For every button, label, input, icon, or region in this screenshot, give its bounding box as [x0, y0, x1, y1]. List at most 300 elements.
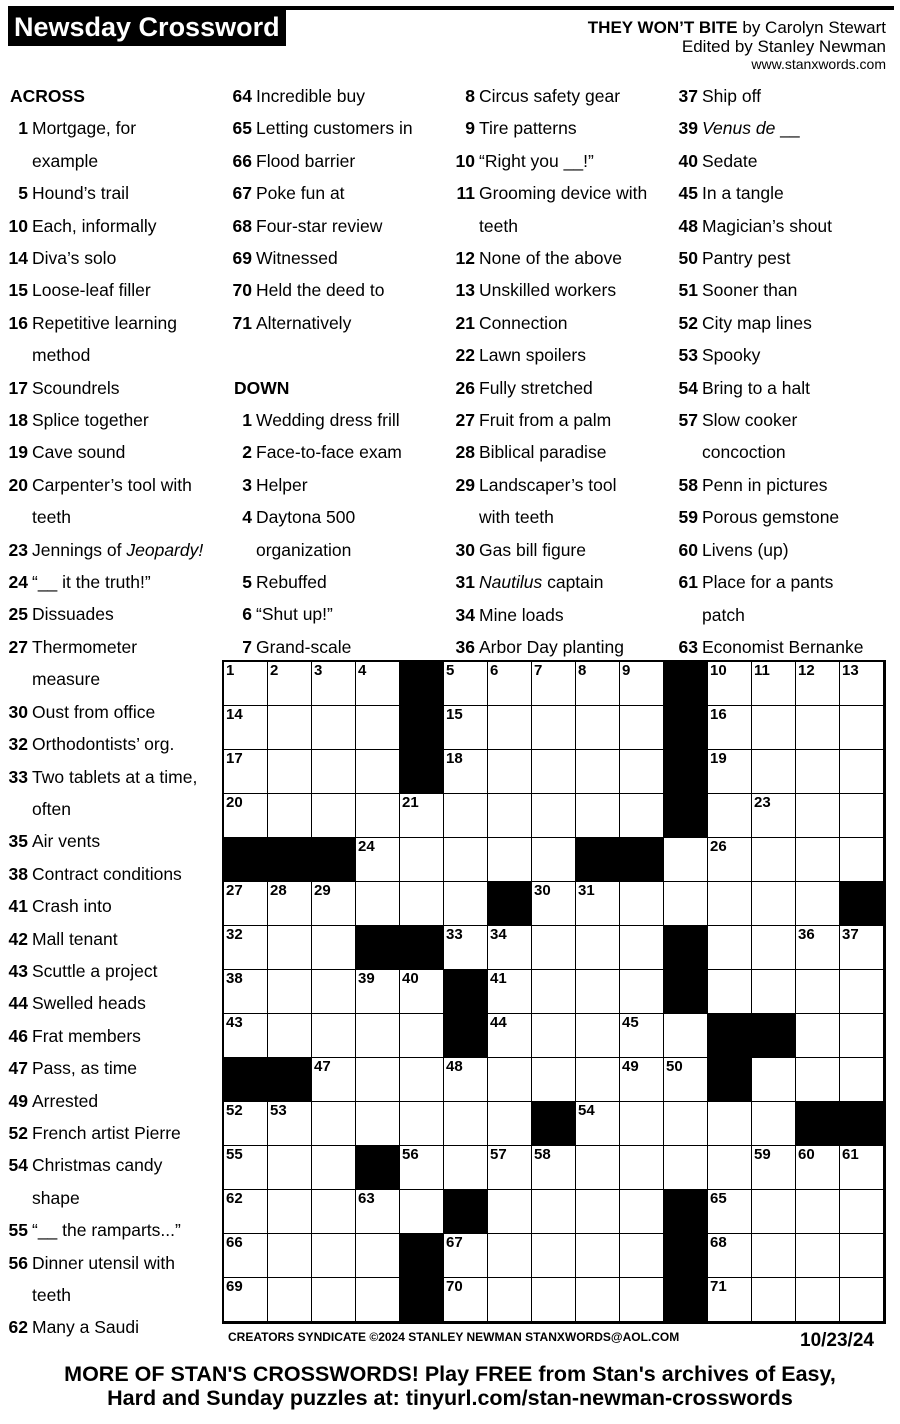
grid-cell[interactable] [708, 750, 752, 794]
grid-cell[interactable] [708, 1278, 752, 1322]
grid-cell[interactable] [708, 662, 752, 706]
grid-cell[interactable] [268, 1278, 312, 1322]
grid-cell[interactable] [312, 1058, 356, 1102]
grid-cell[interactable] [620, 1014, 664, 1058]
grid-cell[interactable] [488, 750, 532, 794]
clue-row [674, 177, 896, 209]
grid-cell[interactable] [400, 970, 444, 1014]
grid-cell[interactable] [356, 1190, 400, 1234]
across-clue-list [4, 112, 219, 1343]
grid-cell[interactable] [312, 750, 356, 794]
clue-row [674, 339, 896, 371]
cell-number: 27 [226, 882, 243, 899]
grid-black-square [664, 926, 708, 970]
grid-cell[interactable] [224, 794, 268, 838]
clue-row [451, 404, 673, 436]
grid-cell[interactable] [664, 1014, 708, 1058]
clue-text: Pantry pest [702, 248, 791, 269]
clue-text: Incredible buy [256, 86, 365, 106]
cell-number: 38 [226, 970, 243, 987]
grid-cell[interactable] [356, 882, 400, 926]
grid-cell[interactable] [576, 794, 620, 838]
grid-cell[interactable] [356, 706, 400, 750]
clue-row [4, 1247, 219, 1279]
clue-number: 53 [678, 345, 698, 366]
grid-cell[interactable] [312, 706, 356, 750]
grid-cell[interactable] [356, 1278, 400, 1322]
clue-row [228, 307, 450, 339]
clue-text: Circus safety gear [479, 86, 621, 106]
grid-cell[interactable] [268, 1146, 312, 1190]
down-clue-list-continued-2 [674, 80, 896, 663]
clue-text: shape [32, 1187, 80, 1208]
grid-cell[interactable] [840, 970, 884, 1014]
grid-cell[interactable] [532, 1278, 576, 1322]
grid-cell[interactable] [268, 1234, 312, 1278]
clue-text: organization [256, 539, 352, 560]
grid-cell[interactable] [488, 1278, 532, 1322]
grid-cell[interactable] [268, 926, 312, 970]
grid-cell[interactable] [620, 1146, 664, 1190]
grid-cell[interactable] [840, 838, 884, 882]
puzzle-date: 10/23/24 [800, 1330, 874, 1351]
grid-cell[interactable] [576, 970, 620, 1014]
grid-cell[interactable] [840, 1058, 884, 1102]
grid-cell[interactable] [840, 794, 884, 838]
grid-cell[interactable] [312, 794, 356, 838]
clue-row [228, 534, 450, 566]
grid-cell[interactable] [444, 794, 488, 838]
grid-cell[interactable] [620, 750, 664, 794]
grid-cell[interactable] [444, 838, 488, 882]
grid-cell[interactable] [620, 662, 664, 706]
cell-number: 66 [226, 1234, 243, 1251]
grid-cell[interactable] [708, 1190, 752, 1234]
grid-cell[interactable] [708, 838, 752, 882]
grid-cell[interactable] [224, 1146, 268, 1190]
grid-cell[interactable] [576, 662, 620, 706]
grid-cell[interactable] [400, 838, 444, 882]
grid-cell[interactable] [708, 1146, 752, 1190]
grid-cell[interactable] [840, 1146, 884, 1190]
clue-row [4, 1052, 219, 1084]
grid-cell[interactable] [752, 1058, 796, 1102]
clue-row [451, 501, 673, 533]
grid-cell[interactable] [576, 1102, 620, 1146]
grid-cell[interactable] [576, 882, 620, 926]
grid-cell[interactable] [752, 1278, 796, 1322]
grid-cell[interactable] [796, 750, 840, 794]
grid-cell[interactable] [796, 1146, 840, 1190]
clue-text-rest: __ [775, 118, 800, 139]
grid-cell[interactable] [532, 926, 576, 970]
clue-row [674, 210, 896, 242]
clue-text: Landscaper’s tool [479, 474, 617, 495]
grid-cell[interactable] [356, 1234, 400, 1278]
down-clue-list [228, 404, 450, 663]
grid-cell[interactable] [664, 1102, 708, 1146]
grid-cell[interactable] [840, 1278, 884, 1322]
grid-cell[interactable] [224, 706, 268, 750]
grid-cell[interactable] [268, 882, 312, 926]
clue-text: Arrested [32, 1090, 99, 1111]
clue-text: Pass, as time [32, 1058, 138, 1079]
grid-cell[interactable] [532, 706, 576, 750]
clue-number: 50 [678, 248, 698, 269]
grid-cell[interactable] [444, 662, 488, 706]
grid-cell[interactable] [488, 1234, 532, 1278]
grid-cell[interactable] [708, 1102, 752, 1146]
grid-cell[interactable] [752, 926, 796, 970]
grid-cell[interactable] [532, 838, 576, 882]
grid-cell[interactable] [444, 706, 488, 750]
grid-cell[interactable] [268, 662, 312, 706]
clue-row [4, 1117, 219, 1149]
grid-cell[interactable] [752, 662, 796, 706]
grid-cell[interactable] [488, 1146, 532, 1190]
clue-text: Mall tenant [32, 928, 118, 949]
grid-cell[interactable] [488, 1102, 532, 1146]
grid-cell[interactable] [268, 794, 312, 838]
grid-cell[interactable] [752, 838, 796, 882]
clue-text: Arbor Day planting [479, 636, 624, 657]
clue-text: Oust from office [32, 701, 156, 722]
grid-cell[interactable] [576, 1058, 620, 1102]
clue-text: Orthodontists’ org. [32, 734, 175, 755]
clue-number: 68 [232, 215, 252, 236]
grid-cell[interactable] [356, 838, 400, 882]
grid-cell[interactable] [708, 882, 752, 926]
grid-black-square [400, 926, 444, 970]
clue-text: Splice together [32, 410, 149, 431]
grid-cell[interactable] [576, 1278, 620, 1322]
cell-number: 3 [314, 662, 323, 679]
promo-banner [0, 1362, 900, 1410]
grid-cell[interactable] [444, 1058, 488, 1102]
grid-cell[interactable] [400, 794, 444, 838]
grid-cell[interactable] [444, 1146, 488, 1190]
grid-cell[interactable] [796, 706, 840, 750]
grid-cell[interactable] [620, 794, 664, 838]
clue-number: 1 [242, 410, 252, 431]
grid-cell[interactable] [620, 706, 664, 750]
grid-cell[interactable] [312, 926, 356, 970]
clue-number [4, 501, 28, 533]
cell-number: 56 [402, 1146, 419, 1163]
clue-number: 59 [678, 507, 698, 528]
grid-cell[interactable] [312, 662, 356, 706]
grid-cell[interactable] [620, 1234, 664, 1278]
grid-cell[interactable] [664, 838, 708, 882]
clue-number: 66 [232, 150, 252, 171]
cell-number: 17 [226, 750, 243, 767]
grid-cell[interactable] [796, 1234, 840, 1278]
clue-row [451, 436, 673, 468]
clue-row [4, 761, 219, 793]
grid-cell[interactable] [752, 706, 796, 750]
cell-number: 29 [314, 882, 331, 899]
clue-number: 13 [455, 280, 475, 301]
cell-number: 32 [226, 926, 243, 943]
clue-number: 67 [232, 183, 252, 204]
grid-cell[interactable] [224, 1278, 268, 1322]
grid-cell[interactable] [268, 1190, 312, 1234]
grid-black-square [444, 1014, 488, 1058]
title-block [588, 18, 886, 72]
clue-text: Contract conditions [32, 863, 182, 884]
grid-cell[interactable] [620, 926, 664, 970]
grid-cell[interactable] [400, 1102, 444, 1146]
grid-cell[interactable] [532, 750, 576, 794]
clue-text-rest: captain [542, 572, 604, 593]
cell-number: 45 [622, 1014, 639, 1031]
grid-cell[interactable] [796, 1058, 840, 1102]
grid-cell[interactable] [576, 926, 620, 970]
grid-cell[interactable] [356, 1014, 400, 1058]
grid-cell[interactable] [532, 882, 576, 926]
grid-cell[interactable] [400, 882, 444, 926]
grid-black-square [268, 838, 312, 882]
grid-cell[interactable] [488, 926, 532, 970]
grid-cell[interactable] [752, 1190, 796, 1234]
grid-cell[interactable] [752, 750, 796, 794]
grid-cell[interactable] [444, 882, 488, 926]
grid-cell[interactable] [840, 1234, 884, 1278]
grid-cell[interactable] [312, 1102, 356, 1146]
grid-cell[interactable] [312, 1234, 356, 1278]
grid-cell[interactable] [444, 1234, 488, 1278]
grid-cell[interactable] [576, 1234, 620, 1278]
grid-cell[interactable] [268, 970, 312, 1014]
grid-cell[interactable] [400, 1190, 444, 1234]
grid-cell[interactable] [532, 662, 576, 706]
grid-cell[interactable] [224, 1190, 268, 1234]
grid-cell[interactable] [488, 706, 532, 750]
grid-cell[interactable] [224, 926, 268, 970]
grid-cell[interactable] [444, 926, 488, 970]
grid-cell[interactable] [444, 1278, 488, 1322]
grid-cell[interactable] [576, 1014, 620, 1058]
grid-cell[interactable] [576, 1146, 620, 1190]
grid-cell[interactable] [444, 750, 488, 794]
clue-row [228, 145, 450, 177]
cell-number: 43 [226, 1014, 243, 1031]
grid-black-square [356, 1146, 400, 1190]
grid-cell[interactable] [224, 1014, 268, 1058]
clue-number: 34 [455, 604, 475, 625]
grid-cell[interactable] [708, 706, 752, 750]
grid-cell[interactable] [268, 706, 312, 750]
cell-number: 52 [226, 1102, 243, 1119]
grid-cell[interactable] [840, 706, 884, 750]
clue-text: Poke fun at [256, 183, 345, 204]
grid-cell[interactable] [796, 1278, 840, 1322]
grid-cell[interactable] [840, 926, 884, 970]
grid-cell[interactable] [752, 970, 796, 1014]
grid-cell[interactable] [444, 1102, 488, 1146]
grid-cell[interactable] [708, 970, 752, 1014]
clue-number: 63 [678, 636, 698, 657]
clue-row [228, 274, 450, 306]
grid-black-square [356, 926, 400, 970]
cell-number: 12 [798, 662, 815, 679]
grid-cell[interactable] [840, 662, 884, 706]
grid-cell[interactable] [356, 1058, 400, 1102]
grid-cell[interactable] [664, 882, 708, 926]
clue-row [4, 955, 219, 987]
cell-number: 4 [358, 662, 367, 679]
grid-cell[interactable] [532, 1058, 576, 1102]
clue-row [451, 112, 673, 144]
grid-cell[interactable] [840, 750, 884, 794]
grid-cell[interactable] [356, 1102, 400, 1146]
grid-cell[interactable] [752, 1234, 796, 1278]
grid-cell[interactable] [268, 1102, 312, 1146]
grid-cell[interactable] [796, 882, 840, 926]
grid-cell[interactable] [268, 1014, 312, 1058]
clue-text: Witnessed [256, 248, 338, 269]
grid-cell[interactable] [312, 1190, 356, 1234]
grid-cell[interactable] [752, 1146, 796, 1190]
grid-cell[interactable] [752, 1102, 796, 1146]
grid-cell[interactable] [224, 1102, 268, 1146]
grid-cell[interactable] [532, 1014, 576, 1058]
clue-row [674, 436, 896, 468]
grid-cell[interactable] [224, 750, 268, 794]
clue-number: 30 [8, 701, 28, 722]
grid-cell[interactable] [488, 970, 532, 1014]
grid-cell[interactable] [400, 1014, 444, 1058]
clue-row [4, 987, 219, 1019]
grid-cell[interactable] [356, 750, 400, 794]
clue-number: 22 [455, 345, 475, 366]
clue-row [4, 663, 219, 695]
grid-cell[interactable] [400, 1146, 444, 1190]
grid-cell[interactable] [488, 662, 532, 706]
grid-cell[interactable] [488, 1014, 532, 1058]
clue-text: Slow cooker [702, 410, 798, 431]
puzzle-title: THEY WON’T BITE [587, 18, 738, 37]
clue-number [674, 599, 698, 631]
clue-row [228, 631, 450, 663]
grid-cell[interactable] [620, 1278, 664, 1322]
cell-number: 37 [842, 926, 859, 943]
grid-cell[interactable] [664, 1146, 708, 1190]
grid-cell[interactable] [532, 970, 576, 1014]
grid-cell[interactable] [532, 1146, 576, 1190]
grid-cell[interactable] [576, 706, 620, 750]
cell-number: 19 [710, 750, 727, 767]
grid-cell[interactable] [312, 1278, 356, 1322]
grid-cell[interactable] [224, 970, 268, 1014]
grid-cell[interactable] [400, 1058, 444, 1102]
cell-number: 36 [798, 926, 815, 943]
grid-cell[interactable] [312, 970, 356, 1014]
clue-row [228, 404, 450, 436]
grid-cell[interactable] [708, 794, 752, 838]
grid-cell[interactable] [356, 970, 400, 1014]
grid-cell[interactable] [312, 882, 356, 926]
grid-cell[interactable] [356, 794, 400, 838]
grid-cell[interactable] [796, 926, 840, 970]
clue-number: 3 [242, 474, 252, 495]
clue-text: with teeth [479, 507, 554, 528]
grid-cell[interactable] [268, 750, 312, 794]
grid-cell[interactable] [664, 1058, 708, 1102]
clue-number: 26 [455, 377, 475, 398]
clue-number: 46 [8, 1025, 28, 1046]
clue-number: 61 [678, 572, 698, 593]
grid-cell[interactable] [488, 1058, 532, 1102]
clue-row [4, 728, 219, 760]
clue-text: Held the deed to [256, 280, 385, 301]
cell-number: 16 [710, 706, 727, 723]
across-header: ACROSS [10, 86, 85, 106]
grid-black-square [312, 838, 356, 882]
grid-cell[interactable] [488, 1190, 532, 1234]
grid-cell[interactable] [532, 1190, 576, 1234]
grid-cell[interactable] [356, 662, 400, 706]
clue-text: Loose-leaf filler [32, 280, 151, 301]
grid-cell[interactable] [840, 1190, 884, 1234]
clue-row [228, 242, 450, 274]
grid-cell[interactable] [312, 1014, 356, 1058]
grid-cell[interactable] [224, 1234, 268, 1278]
grid-cell[interactable] [840, 1014, 884, 1058]
grid-cell[interactable] [488, 838, 532, 882]
grid-cell[interactable] [620, 1102, 664, 1146]
grid-cell[interactable] [532, 1234, 576, 1278]
clue-row [228, 210, 450, 242]
clue-text: Repetitive learning [32, 312, 177, 333]
grid-cell[interactable] [796, 1014, 840, 1058]
clue-text: None of the above [479, 248, 623, 269]
grid-cell[interactable] [620, 1058, 664, 1102]
grid-cell[interactable] [796, 838, 840, 882]
clue-number: 49 [8, 1090, 28, 1111]
clue-number: 4 [242, 507, 252, 528]
grid-cell[interactable] [708, 926, 752, 970]
cell-number: 71 [710, 1278, 727, 1295]
grid-cell[interactable] [532, 794, 576, 838]
grid-cell[interactable] [620, 882, 664, 926]
clue-row [674, 501, 896, 533]
clue-row [674, 566, 896, 598]
grid-cell[interactable] [312, 1146, 356, 1190]
clue-row [674, 469, 896, 501]
grid-cell[interactable] [796, 662, 840, 706]
grid-cell[interactable] [224, 882, 268, 926]
grid-cell[interactable] [752, 794, 796, 838]
grid-cell[interactable] [752, 882, 796, 926]
clue-row [451, 372, 673, 404]
clue-number: 27 [455, 410, 475, 431]
clue-row [228, 566, 450, 598]
grid-cell[interactable] [796, 970, 840, 1014]
grid-cell[interactable] [488, 794, 532, 838]
website-link[interactable]: www.stanxwords.com [751, 56, 886, 72]
grid-cell[interactable] [796, 794, 840, 838]
grid-cell[interactable] [620, 970, 664, 1014]
grid-cell[interactable] [708, 1234, 752, 1278]
grid-cell[interactable] [576, 1190, 620, 1234]
syndicate-credit: CREATORS SYNDICATE ©2024 STANLEY NEWMAN STANXWORDS@AOL.COM [228, 1330, 680, 1344]
grid-cell[interactable] [224, 662, 268, 706]
grid-cell[interactable] [576, 750, 620, 794]
grid-cell[interactable] [620, 1190, 664, 1234]
clue-text: Connection [479, 312, 568, 333]
grid-cell[interactable] [796, 1190, 840, 1234]
